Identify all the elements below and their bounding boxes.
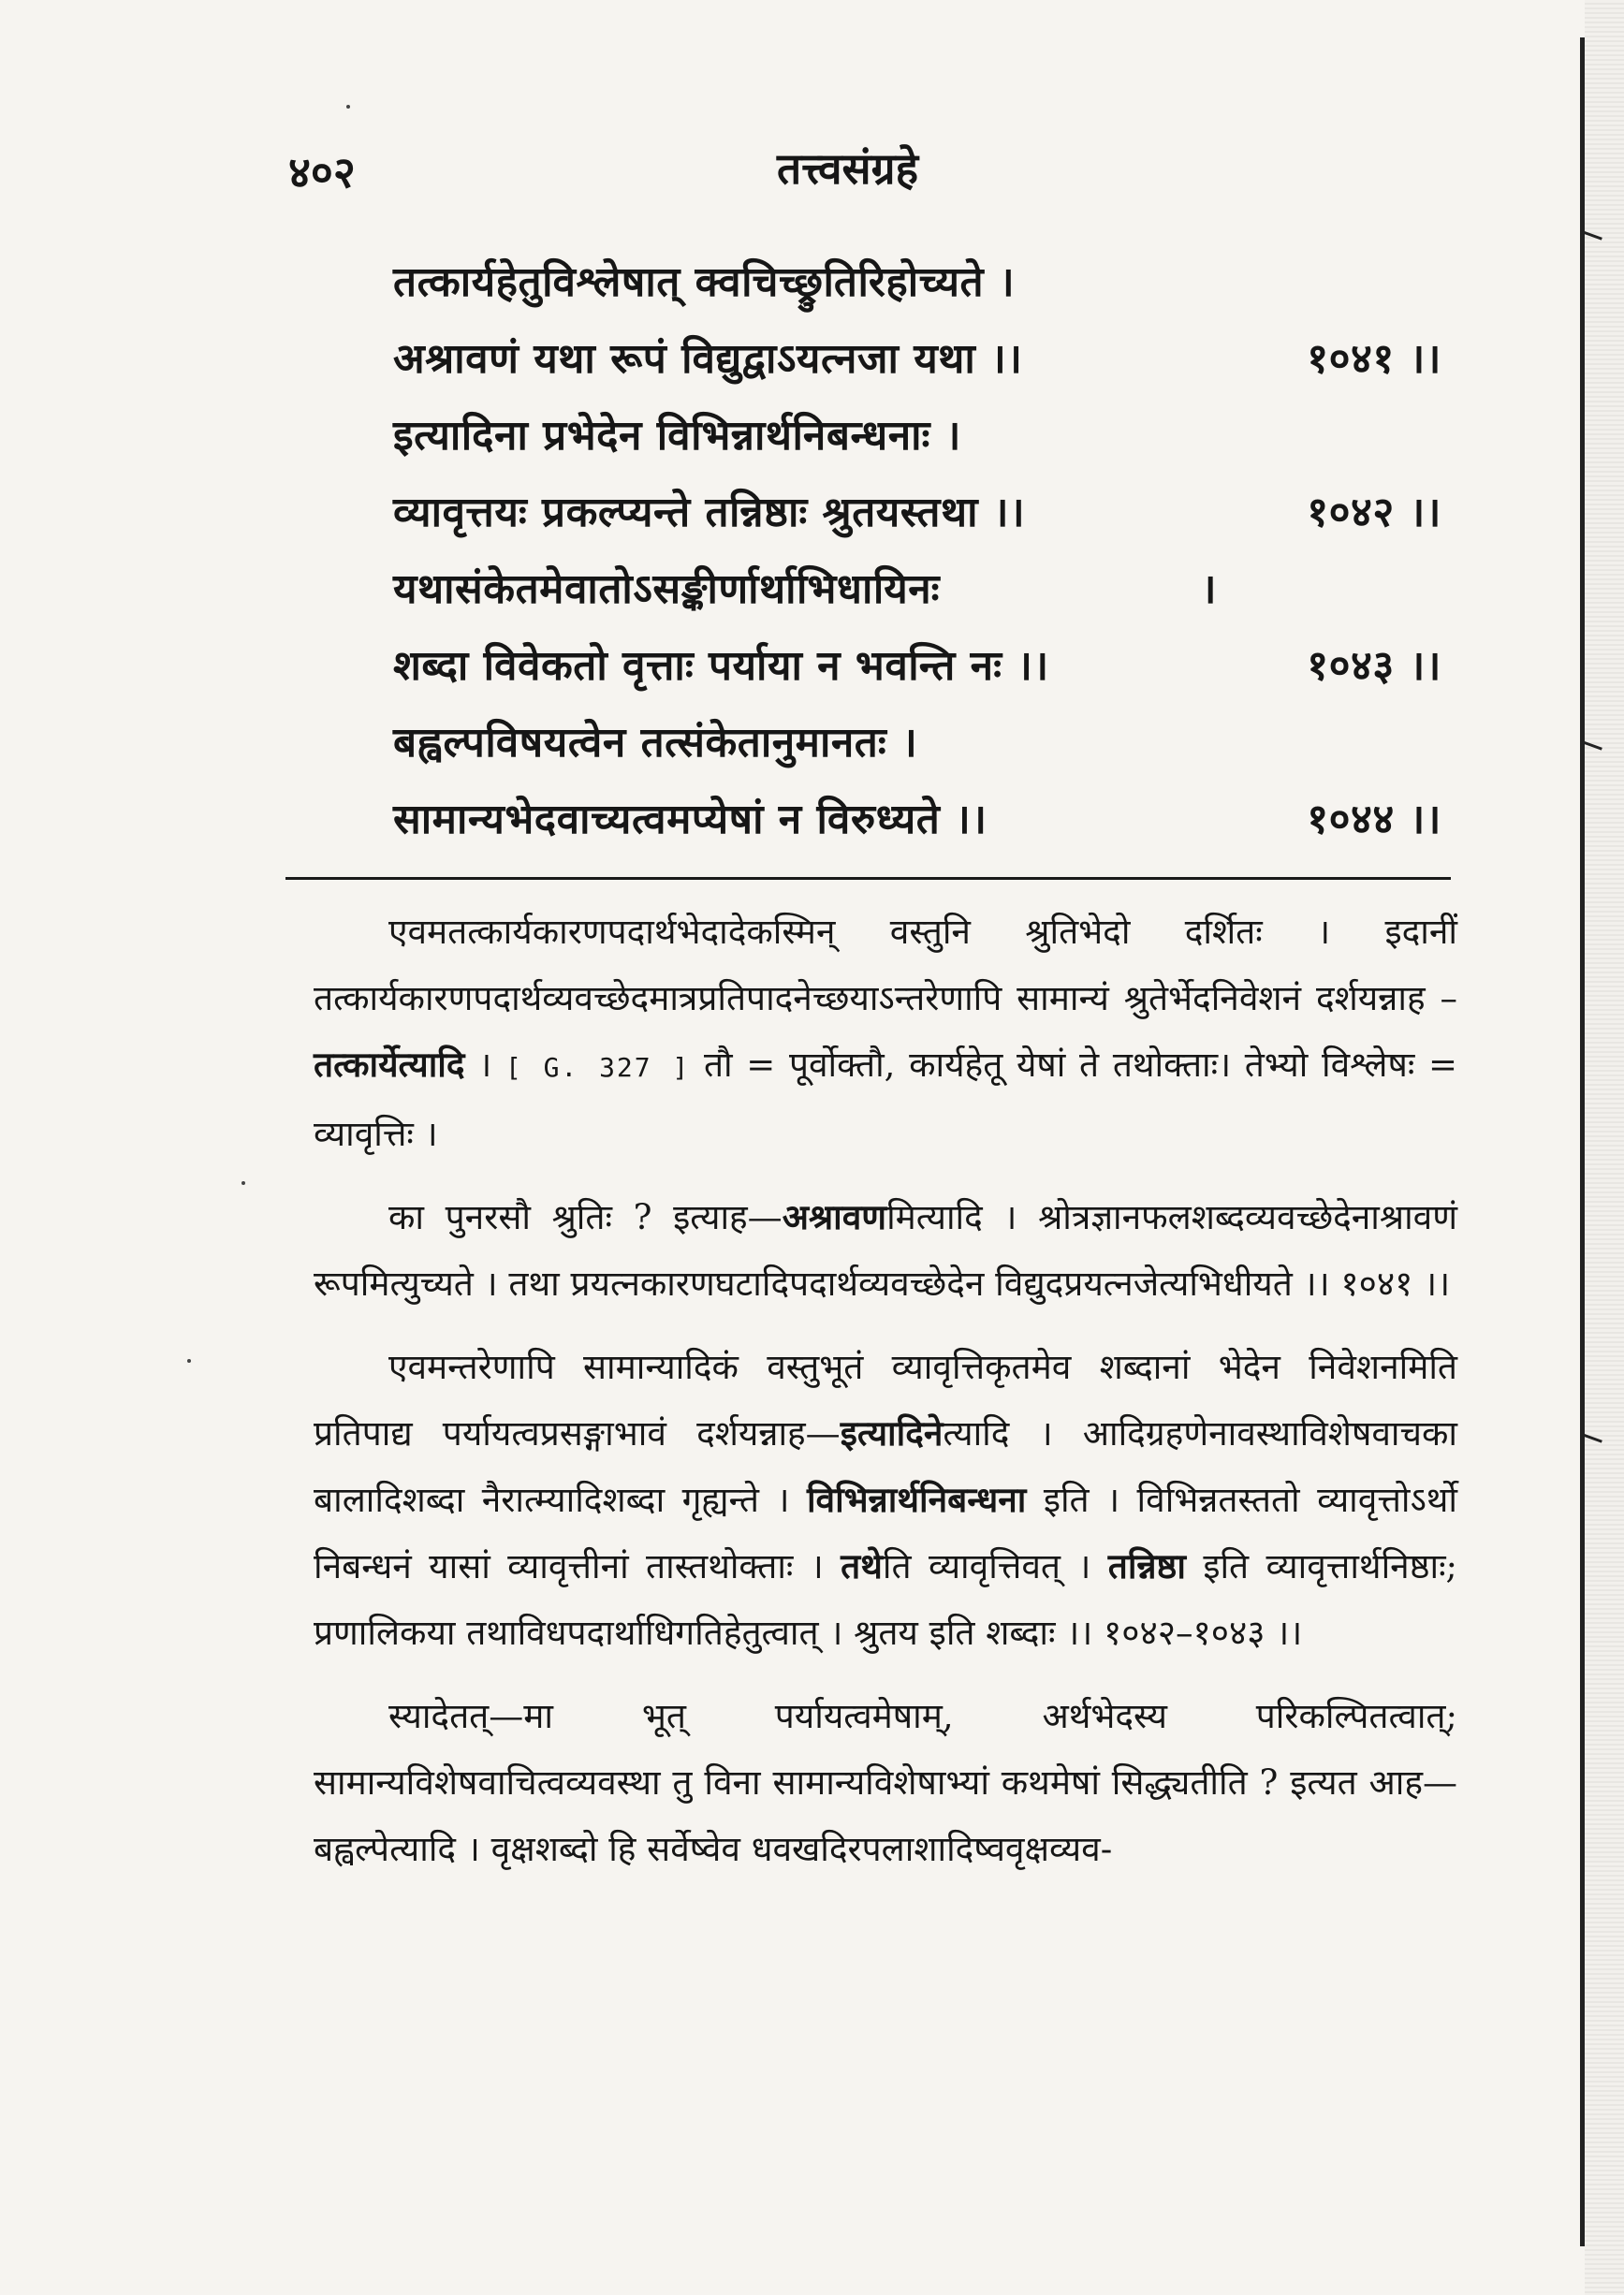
verse-line [393,395,1441,472]
verse-number: १०४१ ।। [1307,335,1441,383]
verse-block [393,241,1441,855]
verse-number: १०४३ ।। [1307,642,1441,690]
verse-number: १०४२ ।। [1307,489,1441,536]
verse-line [393,779,1441,855]
commentary-text: इति । विभिन्नतस्ततो व्यावृत्तोऽर्थो निबन्धनं यासां व्यावृत्तीनां तास्तथोक्ताः । [314,1480,1457,1586]
verse-line [393,241,1441,318]
verse-line [393,318,1441,395]
binding-edge [1585,0,1624,2295]
verse-line [393,548,1441,625]
scan-speck [187,1359,191,1363]
commentary-text: का पुनरसौ श्रुतिः ? इत्याह— [388,1197,783,1237]
verse-text: यथासंकेतमेवातोऽसङ्कीर्णार्थाभिधायिनः [393,565,941,613]
commentary [314,899,1457,1899]
commentary-keyword: इत्यादिने [840,1412,944,1454]
commentary-keyword: विभिन्नार्थनिबन्धना [806,1479,1027,1520]
commentary-paragraph [314,1334,1457,1666]
commentary-paragraph [314,1184,1457,1317]
verse-text: इत्यादिना प्रभेदेन विभिन्नार्थनिबन्धनाः । [393,412,961,460]
verse-line [393,702,1441,779]
commentary-keyword: अश्रावण [782,1196,887,1237]
verse-line [393,625,1441,702]
scan-speck [241,1181,245,1185]
commentary-paragraph [314,899,1457,1167]
commentary-text: तौ = पूर्वोक्तौ, कार्यहेतू येषां ते तथोक्ताः। तेभ्यो विश्लेषः = व्यावृत्तिः । [314,1045,1458,1154]
verse-text: अश्रावणं यथा रूपं विद्युद्वाऽयत्नजा यथा ।। [393,335,1023,383]
verse-text: बह्वल्पविषयत्वेन तत्संकेतानुमानतः । [393,719,918,767]
verse-text: शब्दा विवेकतो वृत्ताः पर्याया न भवन्ति नः ।। [393,642,1049,690]
commentary-keyword: तन्निष्ठा [1107,1545,1186,1586]
divider-rule [285,877,1451,880]
verse-line [393,472,1441,548]
page-number: ४०२ [288,147,356,197]
verse-text: व्यावृत्तयः प्रकल्प्यन्ते तन्निष्ठाः श्रुतयस्तथा ।। [393,489,1026,536]
commentary-text: स्यादेतत्—मा भूत् पर्यायत्वमेषाम्, अर्थभेदस्य परिकल्पितत्वात्; सामान्यविशेषवाचित्वव्यवस्था तु विना सामान्यविशेषाभ्यां कथमेषां सिद्ध्यतीति ? इत्यत आह—बह्वल्पेत्यादि । वृक्षशब्दो हि सर्वेष्वेव धवखदिरपलाशादिष्ववृक्षव्यव- [314,1696,1457,1869]
commentary-keyword: तत्कार्येत्यादि [314,1044,465,1085]
commentary-text: मित्यादि । श्रोत्रज्ञानफलशब्दव्यवच्छेदेनाश्रावणं रूपमित्युच्यते । तथा प्रयत्नकारणघटादिपदार्थव्यवच्छेदेन विद्युदप्रयत्नजेत्यभिधीयते ।। १०४१ ।। [314,1197,1457,1304]
commentary-paragraph [314,1683,1457,1882]
page-reference: [ G. 327 ] [505,1052,691,1083]
scan-speck [346,105,350,109]
commentary-text: एवमतत्कार्यकारणपदार्थभेदादेकस्मिन् वस्तुनि श्रुतिभेदो दर्शितः । इदानीं तत्कार्यकारणपदार्थव्यवच्छेदमात्रप्रतिपादनेच्छयाऽन्तरेणापि सामान्यं श्रुतेर्भेदनिवेशनं दर्शयन्नाह – [314,912,1457,1018]
running-head: तत्त्वसंग्रहे [777,143,919,194]
verse-text: तत्कार्यहेतुविश्लेषात् क्वचिच्छ्रुतिरिहोच्यते । [393,258,1016,306]
commentary-keyword: तथे [841,1545,883,1586]
verse-text: सामान्यभेदवाच्यत्वमप्येषां न विरुध्यते ।। [393,796,988,843]
commentary-text: इति व्यावृत्तार्थनिष्ठाः; प्रणालिकया तथाविधपदार्थाधिगतिहेतुत्वात् । श्रुतय इति शब्दाः ।। १०४२–१०४३ ।। [314,1546,1458,1653]
verse-number: । [1200,565,1217,613]
verse-number: १०४४ ।। [1307,796,1441,843]
commentary-text: ति व्यावृत्तिवत् । [882,1546,1091,1586]
binding-line [1580,37,1585,2246]
commentary-text: । [478,1045,492,1085]
commentary-text: त्यादि । आदिग्रहणेनावस्थाविशेषवाचका बालादिशब्दा नैरात्म्यादिशब्दा गृह्यन्ते । [314,1413,1457,1520]
commentary-text: एवमन्तरेणापि सामान्यादिकं वस्तुभूतं व्यावृत्तिकृतमेव शब्दानां भेदेन निवेशनमिति प्रतिपाद्य पर्यायत्वप्रसङ्गाभावं दर्शयन्नाह— [314,1347,1457,1454]
